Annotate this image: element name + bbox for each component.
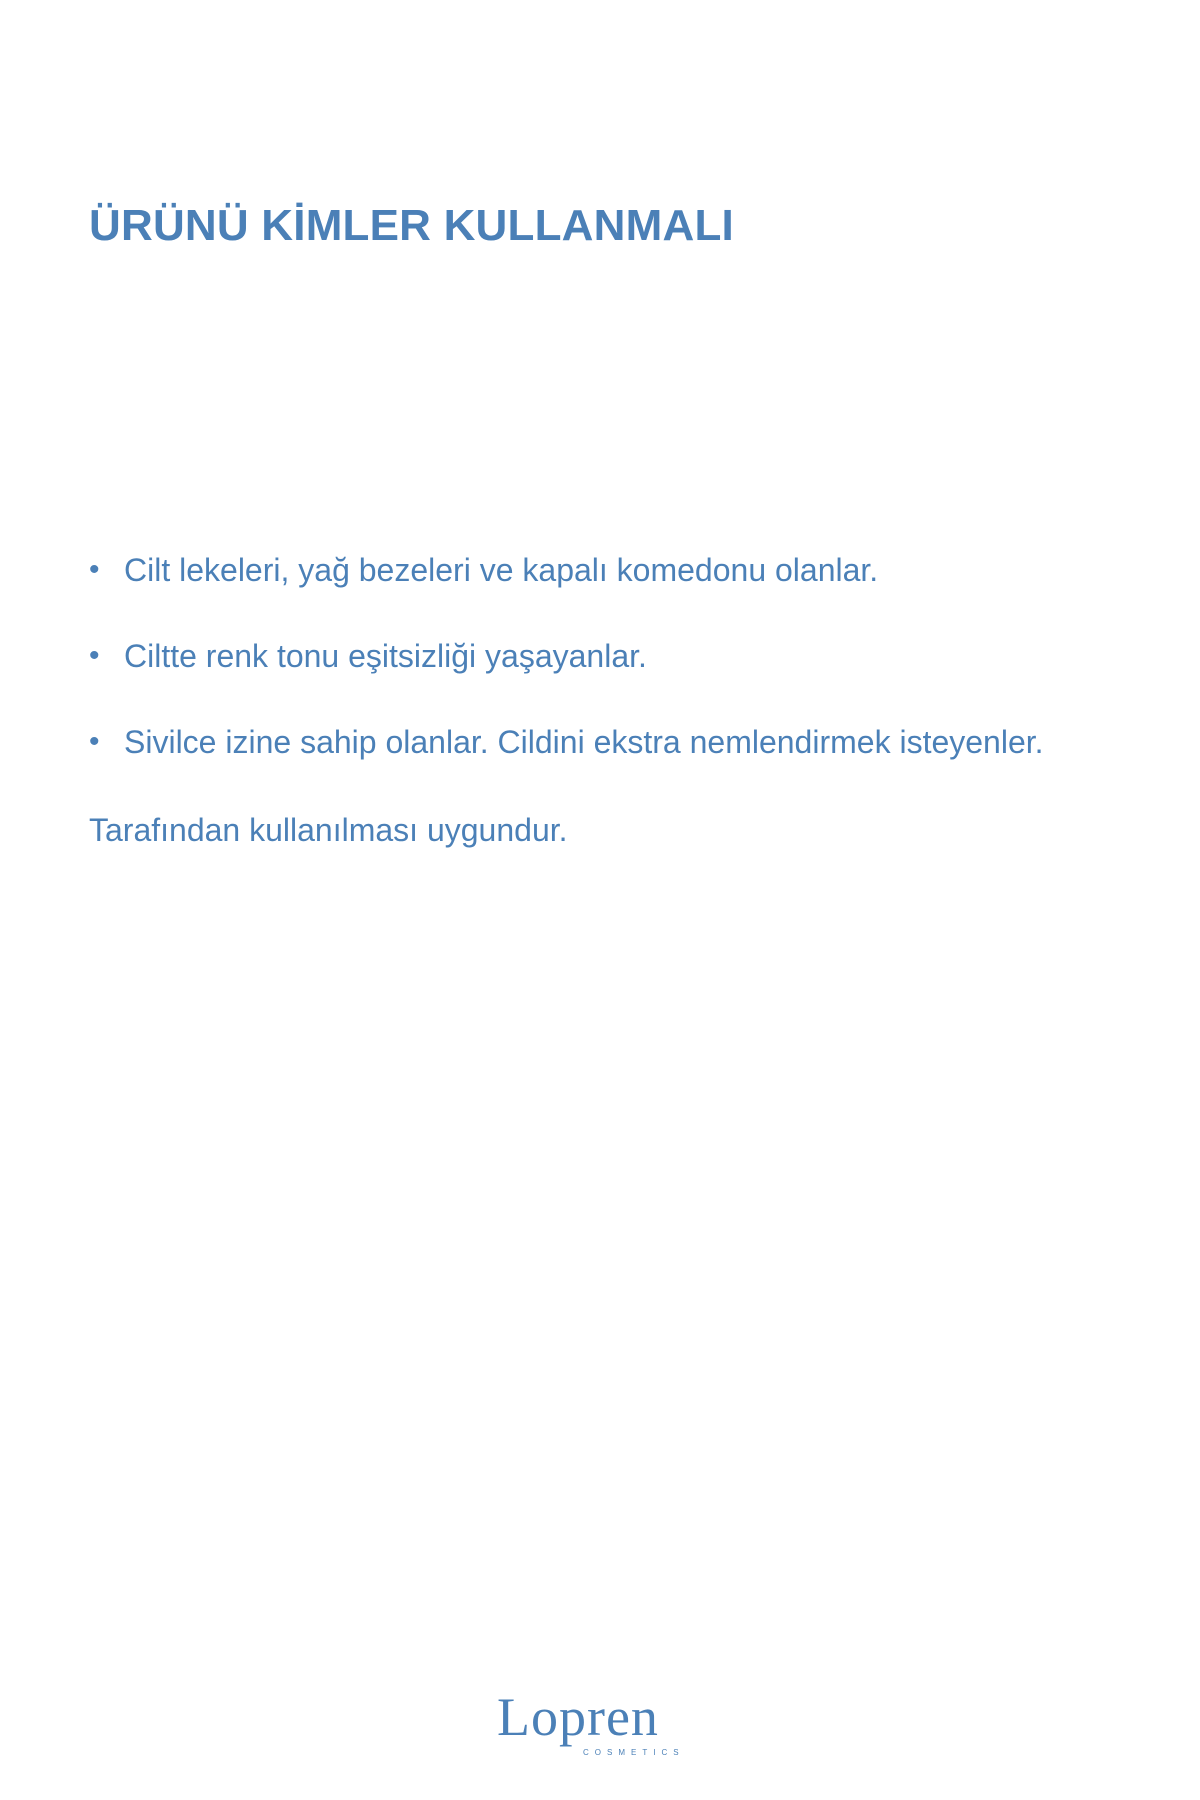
bullet-icon: • (89, 553, 100, 586)
bullet-icon: • (89, 639, 100, 672)
brand-logo (497, 1688, 697, 1760)
page-title: ÜRÜNÜ KİMLER KULLANMALI (89, 201, 734, 250)
brand-logo-tagline: COSMETICS (583, 1748, 685, 1757)
list-item-text: Cilt lekeleri, yağ bezeleri ve kapalı komedonu olanlar. (124, 552, 879, 588)
list-item (89, 720, 1044, 764)
list-item-text: Sivilce izine sahip olanlar. Cildini ekstra nemlendirmek isteyenler. (124, 724, 1044, 760)
bullet-icon: • (89, 725, 100, 758)
list-item (89, 634, 1044, 678)
closing-text: Tarafından kullanılması uygundur. (89, 812, 568, 848)
list-item (89, 548, 1044, 592)
brand-logo-name: Lopren (497, 1687, 659, 1747)
list-item-text: Ciltte renk tonu eşitsizliği yaşayanlar. (124, 638, 647, 674)
bullet-list (89, 548, 1044, 764)
